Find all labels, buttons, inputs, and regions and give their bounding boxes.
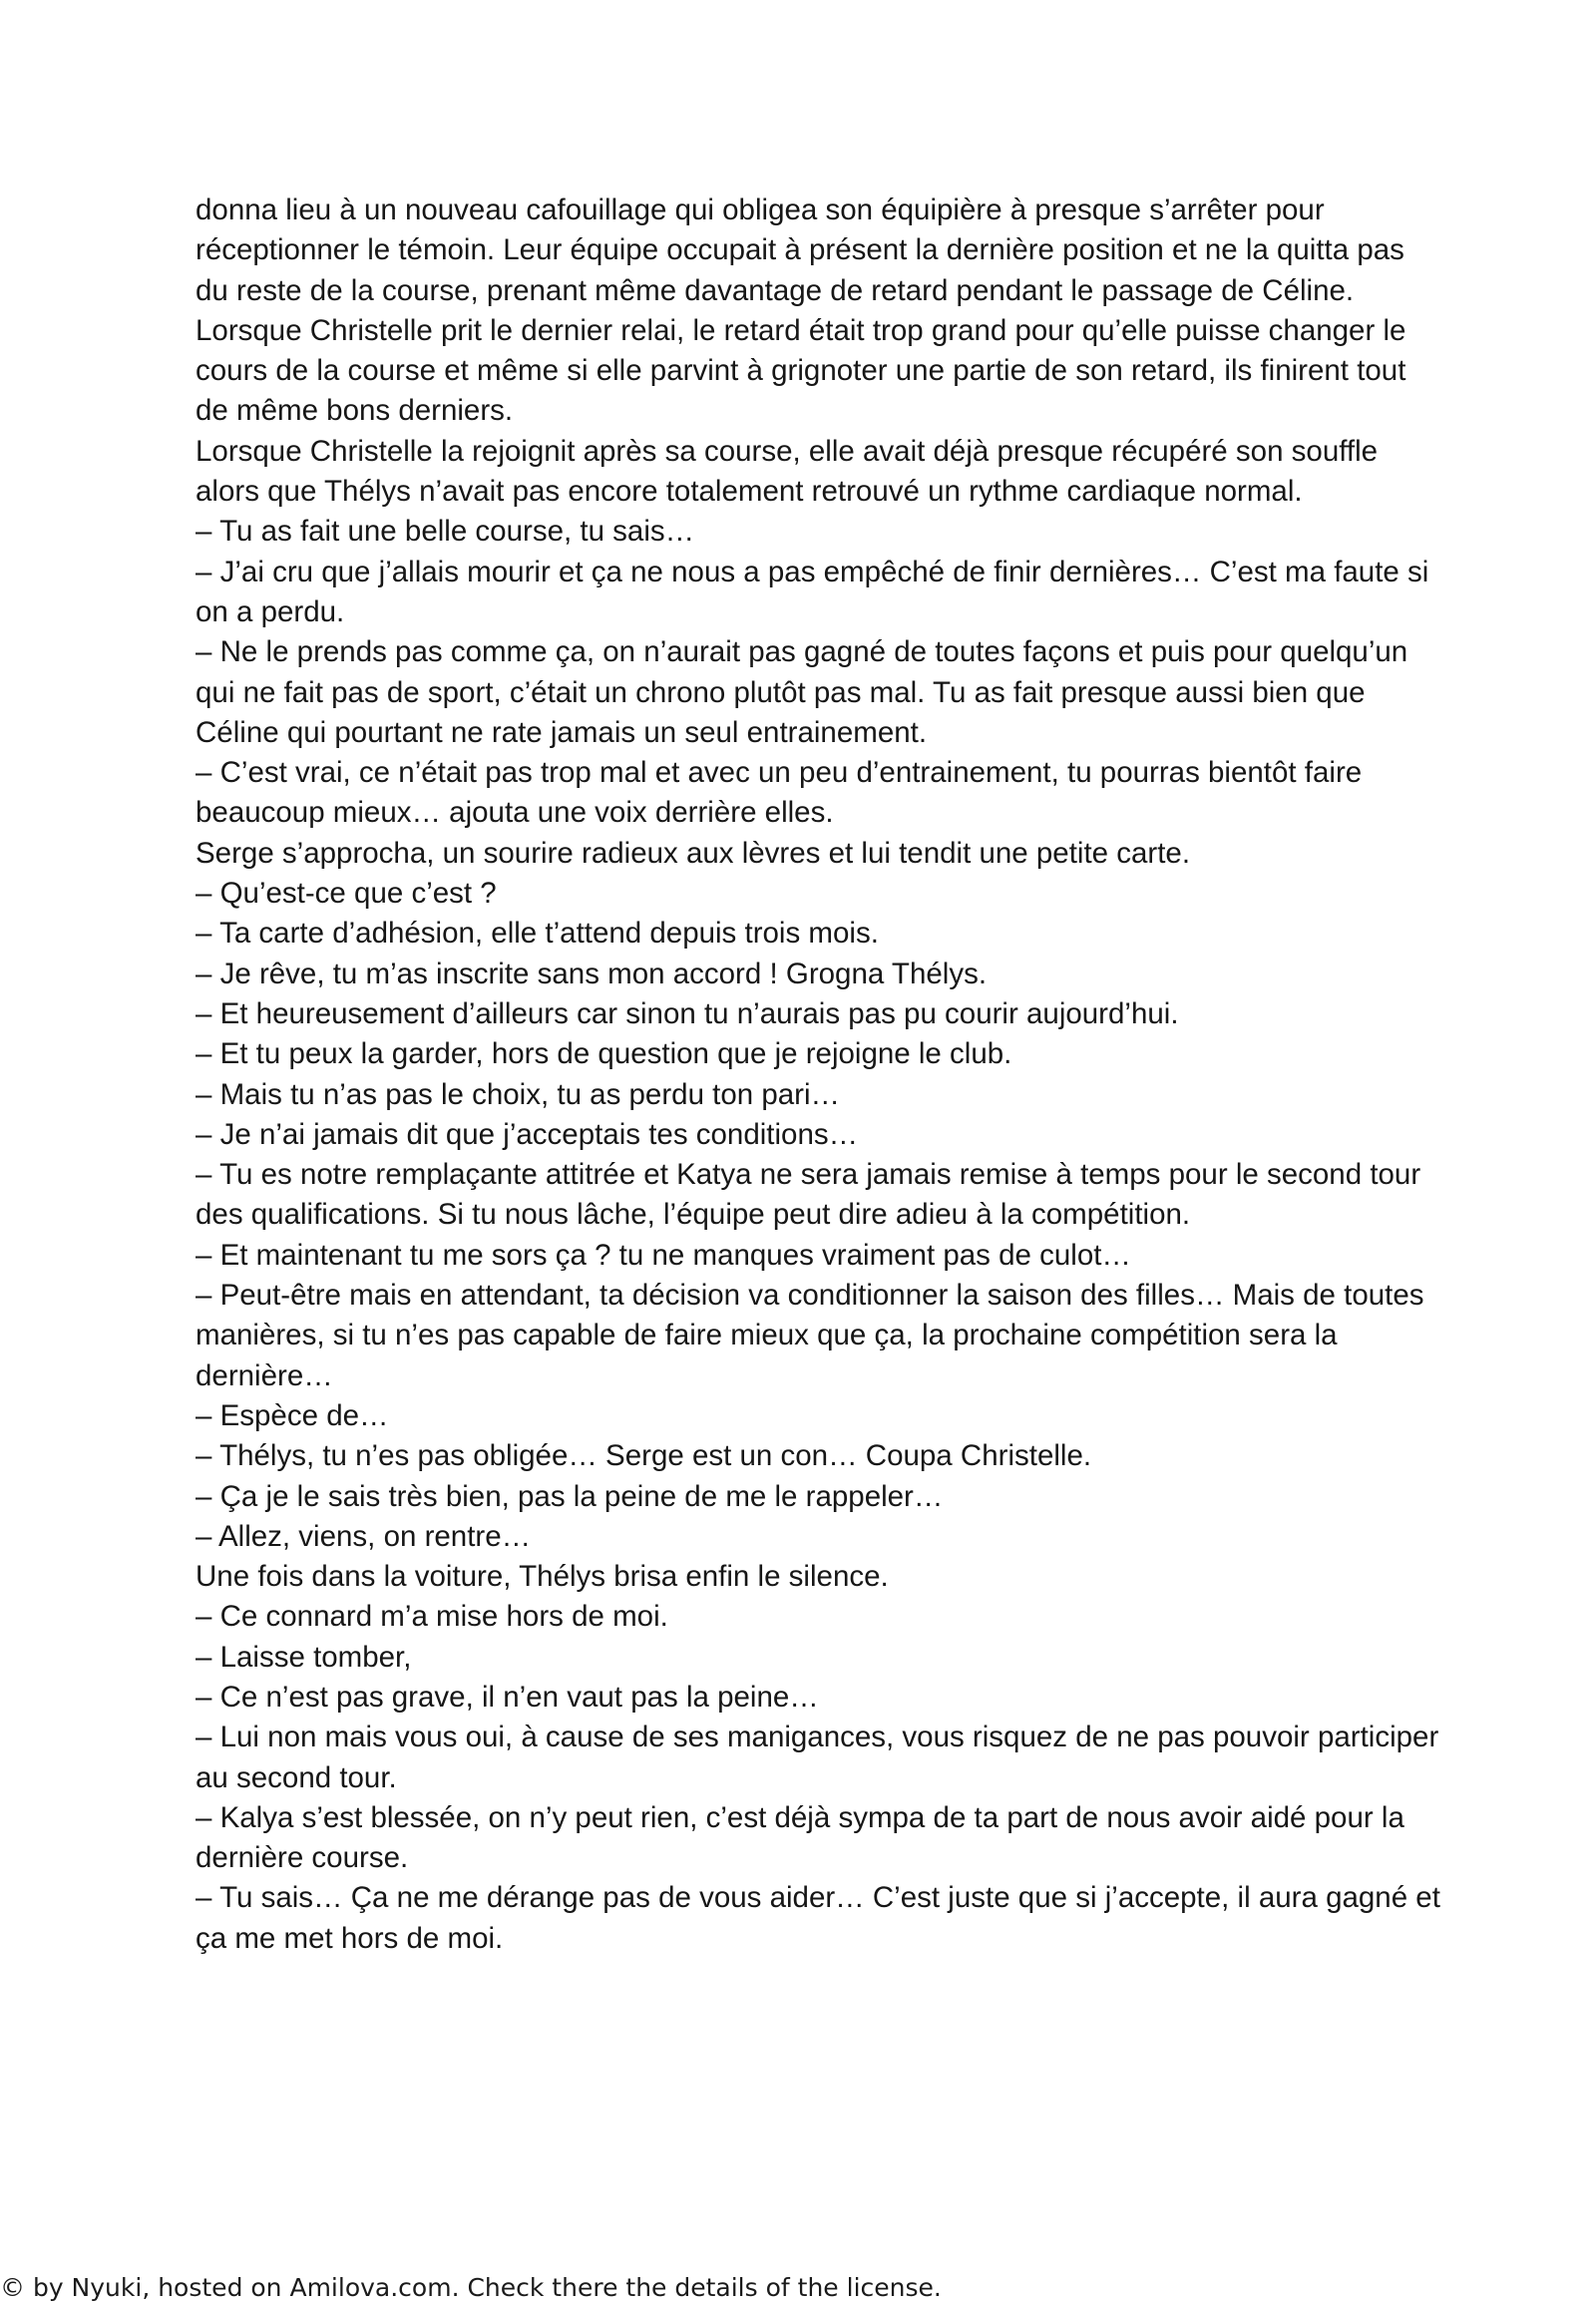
dialogue-line: – Espèce de… (196, 1398, 389, 1432)
dialogue-line: – C’est vrai, ce n’était pas trop mal et avec un peu d’entrainement, tu pourras bientôt faire beaucoup mieux… ajouta une voix derrière elles. (196, 756, 1363, 830)
dialogue-line: – Mais tu n’as pas le choix, tu as perdu ton pari… (196, 1077, 841, 1111)
dialogue-line: – Ça je le sais très bien, pas la peine de me le rappeler… (196, 1479, 944, 1513)
dialogue-line: – Tu as fait une belle course, tu sais… (196, 515, 695, 549)
paragraph: donna lieu à un nouveau cafouillage qui obligea son équipière à presque s’arrêter pour réceptionner le témoin. Leur équipe occupait à présent la dernière position et ne la quitta pas du reste de la course, prenant même davantage de retard pendant le passage de Céline. Lorsque Christelle prit le dernier relai, le retard était trop grand pour qu’elle puisse changer le cours de la course et même si elle parvint à grignoter une partie de son retard, ils finirent tout de même bons derniers. (196, 193, 1406, 428)
dialogue-line: – Allez, viens, on rentre… (196, 1519, 532, 1553)
dialogue-line: – Laisse tomber, (196, 1640, 412, 1674)
dialogue-line: – Peut-être mais en attendant, ta décision va conditionner la saison des filles… Mais de toutes manières, si tu n’es pas capable de faire mieux que ça, la prochaine compétition sera la dernière… (196, 1279, 1424, 1392)
paragraph: Une fois dans la voiture, Thélys brisa enfin le silence. (196, 1560, 889, 1594)
dialogue-line: – Et tu peux la garder, hors de question que je rejoigne le club. (196, 1037, 1012, 1071)
dialogue-line: – J’ai cru que j’allais mourir et ça ne nous a pas empêché de finir dernières… C’est ma faute si on a perdu. (196, 555, 1429, 628)
paragraph: Serge s’approcha, un sourire radieux aux lèvres et lui tendit une petite carte. (196, 836, 1191, 870)
dialogue-line: – Kalya s’est blessée, on n’y peut rien, c’est déjà sympa de ta part de nous avoir aidé pour la dernière course. (196, 1800, 1404, 1875)
license-footer: © by Nyuki, hosted on Amilova.com. Check there the details of the license. (0, 2273, 942, 2302)
dialogue-line: – Ne le prends pas comme ça, on n’aurait pas gagné de toutes façons et puis pour quelqu’un qui ne fait pas de sport, c’était un chrono plutôt pas mal. Tu as fait presque aussi bien que Céline qui pourtant ne rate jamais un seul entrainement. (196, 635, 1408, 749)
dialogue-line: – Ce connard m’a mise hors de moi. (196, 1600, 668, 1634)
dialogue-line: – Je rêve, tu m’as inscrite sans mon accord ! Grogna Thélys. (196, 957, 988, 990)
dialogue-line: – Et heureusement d’ailleurs car sinon tu n’aurais pas pu courir aujourd’hui. (196, 996, 1179, 1030)
document-body (196, 191, 1442, 1959)
dialogue-line: – Tu es notre remplaçante attitrée et Katya ne sera jamais remise à temps pour le second tour des qualifications. Si tu nous lâche, l’équipe peut dire adieu à la compétition. (196, 1158, 1421, 1232)
dialogue-line: – Lui non mais vous oui, à cause de ses manigances, vous risquez de ne pas pouvoir participer au second tour. (196, 1721, 1439, 1794)
dialogue-line: – Et maintenant tu me sors ça ? tu ne manques vraiment pas de culot… (196, 1238, 1131, 1272)
dialogue-line: – Thélys, tu n’es pas obligée… Serge est un con… Coupa Christelle. (196, 1439, 1092, 1473)
dialogue-line: – Qu’est-ce que c’est ? (196, 877, 497, 911)
paragraph: Lorsque Christelle la rejoignit après sa course, elle avait déjà presque récupéré son souffle alors que Thélys n’avait pas encore totalement retrouvé un rythme cardiaque normal. (196, 434, 1379, 509)
dialogue-line: – Je n’ai jamais dit que j’acceptais tes conditions… (196, 1117, 859, 1151)
dialogue-line: – Tu sais… Ça ne me dérange pas de vous aider… C’est juste que si j’accepte, il aura gagné et ça me met hors de moi. (196, 1881, 1440, 1955)
dialogue-line: – Ce n’est pas grave, il n’en vaut pas la peine… (196, 1680, 819, 1714)
dialogue-line: – Ta carte d’adhésion, elle t’attend depuis trois mois. (196, 917, 879, 951)
